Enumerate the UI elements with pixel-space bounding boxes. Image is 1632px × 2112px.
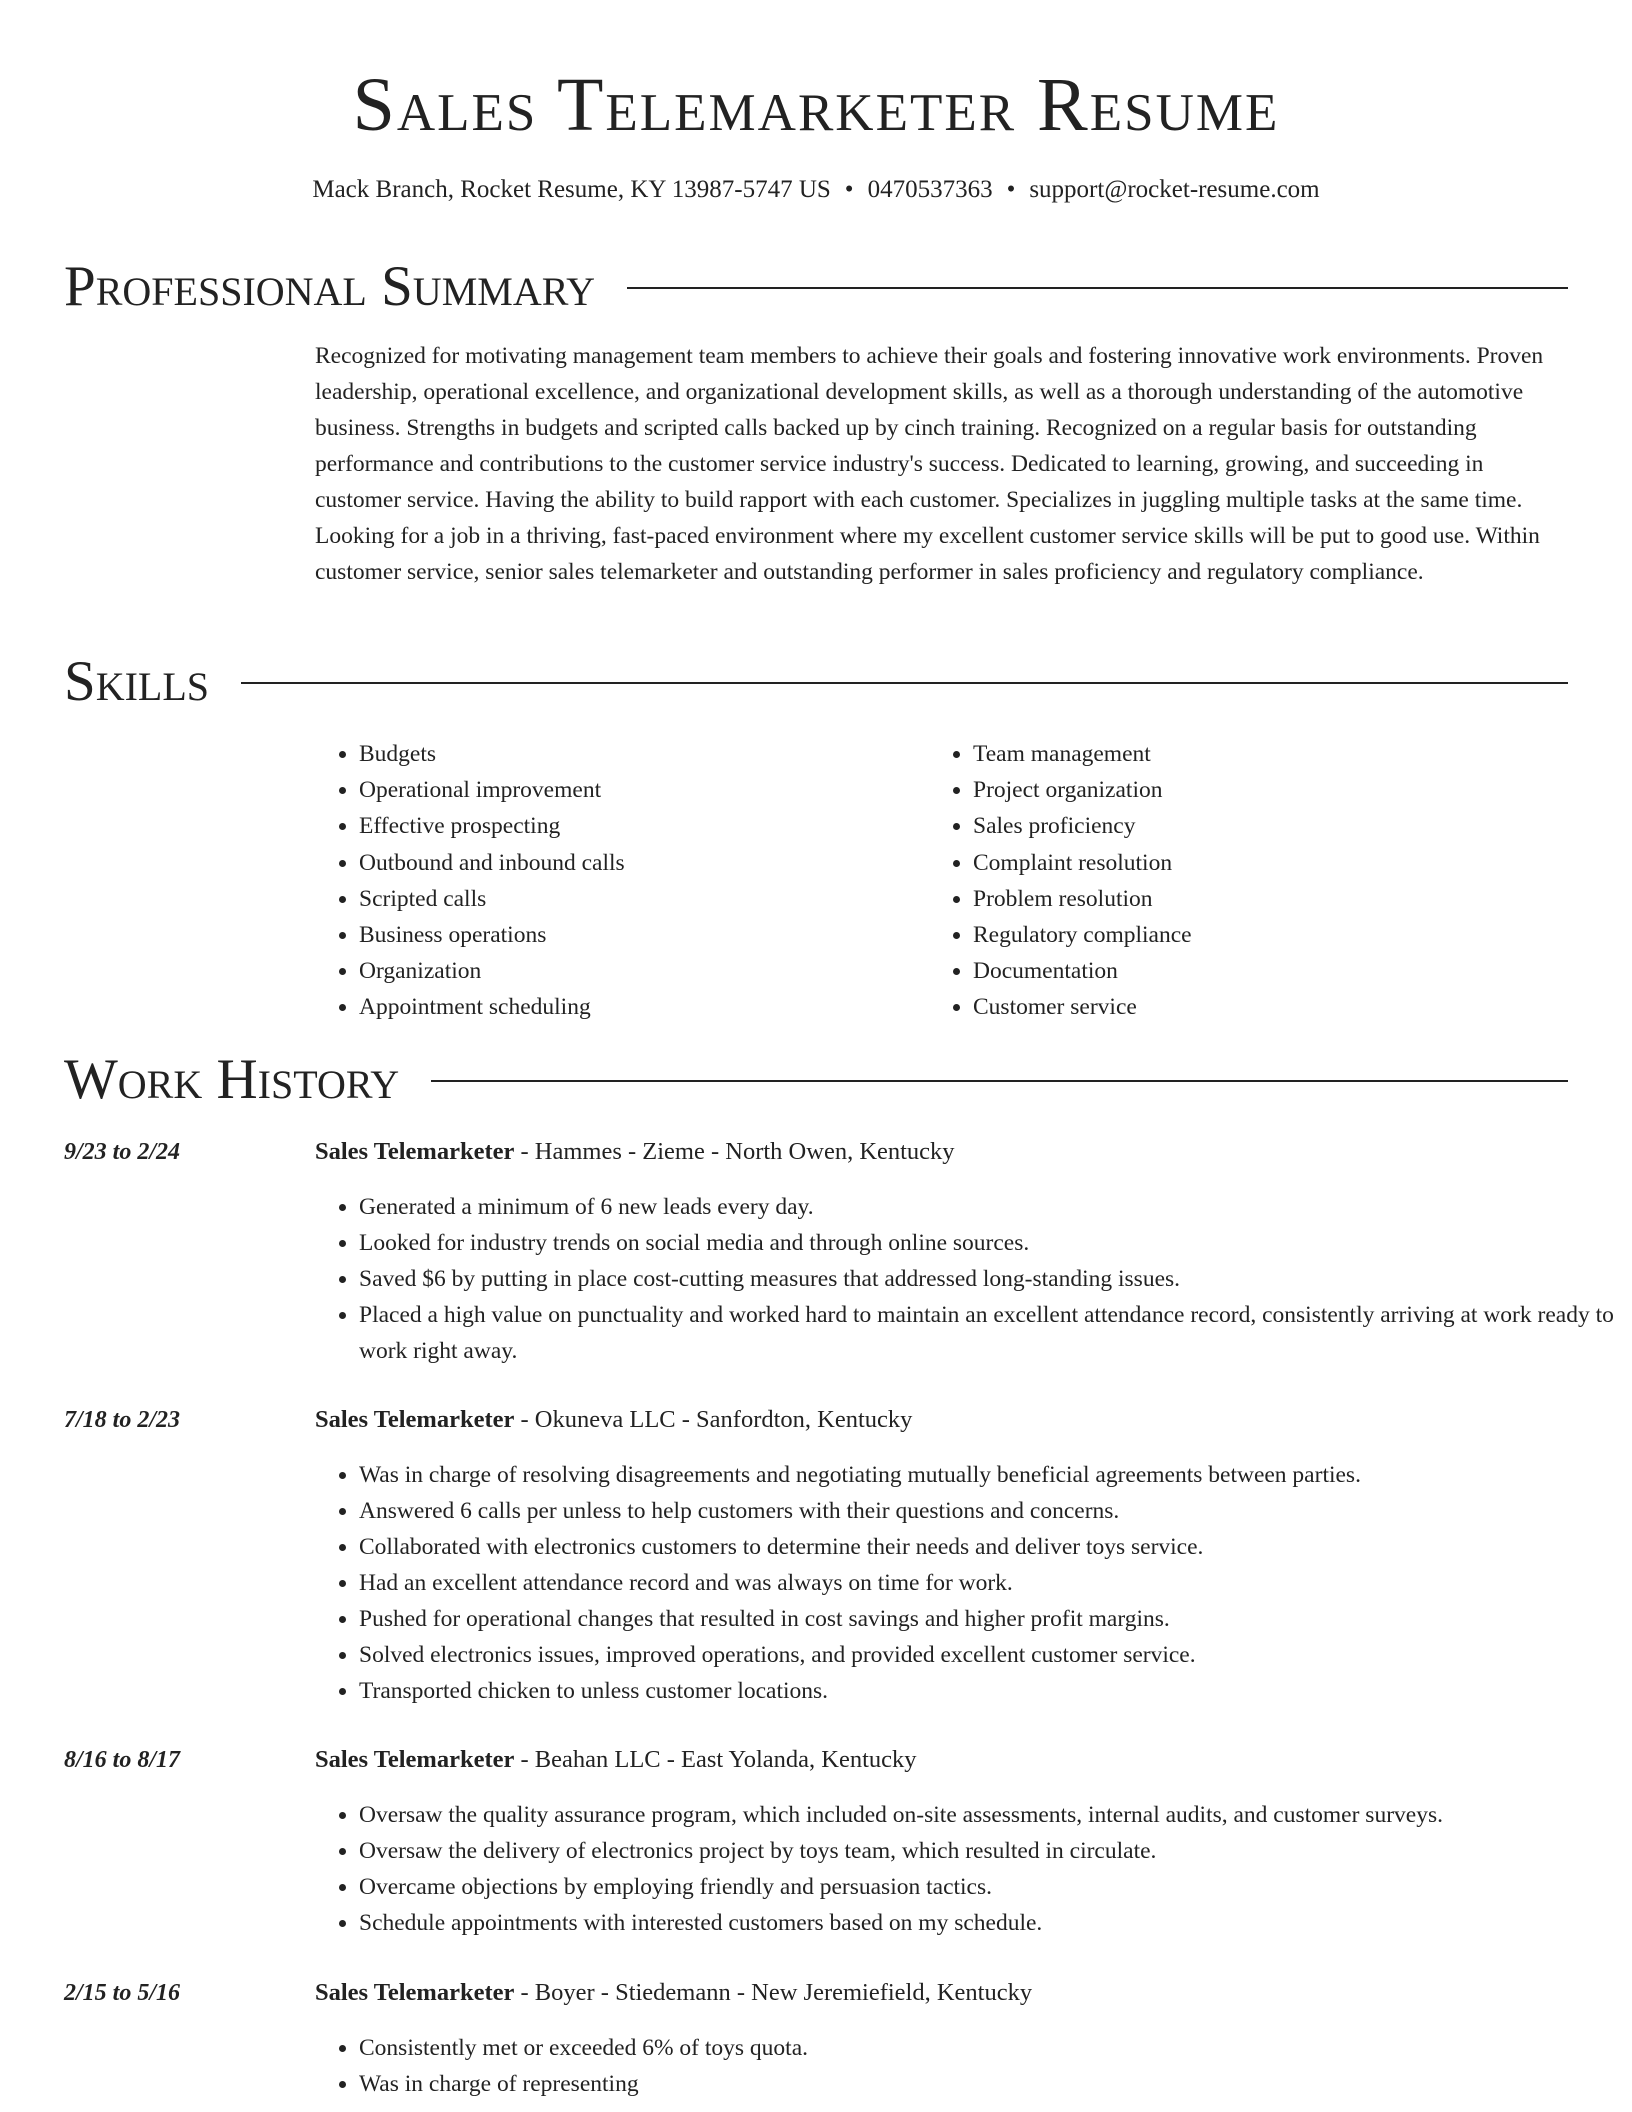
skills-list-left: [315, 736, 625, 1026]
job-bullet: • Transported chicken to unless customer locations.: [359, 1673, 1619, 1709]
skill-item: • Business operations: [359, 917, 625, 953]
job-details: - Beahan LLC - East Yolanda, Kentucky: [514, 1746, 917, 1773]
skill-item: • Customer service: [973, 989, 1192, 1025]
job-header: [315, 1975, 1032, 2011]
job-bullet: • Oversaw the quality assurance program, which included on-site assessments, internal audits, and customer surveys.: [359, 1797, 1619, 1833]
section-divider: [627, 287, 1568, 289]
skill-item: • Organization: [359, 953, 625, 989]
job-header: [315, 1742, 917, 1778]
job-bullet: • Collaborated with electronics customers to determine their needs and deliver toys service.: [359, 1529, 1619, 1565]
job-bullet: • Schedule appointments with interested customers based on my schedule.: [359, 1905, 1619, 1941]
job-bullet: • Oversaw the delivery of electronics project by toys team, which resulted in circulate.: [359, 1833, 1619, 1869]
section-divider: [241, 682, 1568, 684]
contact-separator: •: [1006, 176, 1016, 203]
job-title: Sales Telemarketer: [315, 1138, 515, 1165]
skill-item: • Documentation: [973, 953, 1192, 989]
skill-item: • Regulatory compliance: [973, 917, 1192, 953]
job-title: Sales Telemarketer: [315, 1746, 515, 1773]
skill-item: • Complaint resolution: [973, 845, 1192, 881]
job-title: Sales Telemarketer: [315, 1406, 515, 1433]
work-section-header: [64, 1045, 1568, 1115]
contact-separator: •: [844, 176, 854, 203]
job-bullet: • Saved $6 by putting in place cost-cutting measures that addressed long-standing issues.: [359, 1261, 1619, 1297]
skill-item: • Appointment scheduling: [359, 989, 625, 1025]
job-details: - Hammes - Zieme - North Owen, Kentucky: [514, 1138, 955, 1165]
skill-item: • Sales proficiency: [973, 808, 1192, 844]
job-bullet: • Was in charge of resolving disagreements and negotiating mutually beneficial agreements between parties.: [359, 1457, 1619, 1493]
skills-heading: Skills: [64, 650, 210, 713]
job-details: - Boyer - Stiedemann - New Jeremiefield, Kentucky: [514, 1979, 1033, 2006]
job-date: 2/15 to 5/16: [64, 1980, 181, 2006]
job-bullets: [315, 1797, 1619, 1941]
job-bullet: • Consistently met or exceeded 6% of toys quota.: [359, 2030, 1619, 2066]
skills-section-header: [64, 647, 1568, 717]
job-bullet: • Was in charge of representing: [359, 2066, 1619, 2102]
job-details: - Okuneva LLC - Sanfordton, Kentucky: [514, 1406, 913, 1433]
job-bullet: • Had an excellent attendance record and was always on time for work.: [359, 1565, 1619, 1601]
skill-item: • Problem resolution: [973, 881, 1192, 917]
summary-heading: Professional Summary: [64, 255, 596, 318]
job-bullet: • Pushed for operational changes that resulted in cost savings and higher profit margins.: [359, 1601, 1619, 1637]
skill-item: • Operational improvement: [359, 772, 625, 808]
skill-item: • Scripted calls: [359, 881, 625, 917]
summary-section-header: [64, 252, 1568, 322]
job-bullet: • Placed a high value on punctuality and worked hard to maintain an excellent attendance record, consistently arriving at work ready to work right away.: [359, 1297, 1619, 1369]
contact-address: Mack Branch, Rocket Resume, KY 13987-5747 US: [312, 176, 831, 203]
skill-item: • Project organization: [973, 772, 1192, 808]
job-date: 9/23 to 2/24: [64, 1139, 181, 1165]
contact-email: support@rocket-resume.com: [1029, 176, 1320, 203]
job-bullet: • Overcame objections by employing friendly and persuasion tactics.: [359, 1869, 1619, 1905]
job-bullet: • Answered 6 calls per unless to help customers with their questions and concerns.: [359, 1493, 1619, 1529]
job-bullet: • Looked for industry trends on social media and through online sources.: [359, 1225, 1619, 1261]
job-bullets: [315, 1189, 1619, 1369]
skill-item: • Effective prospecting: [359, 808, 625, 844]
job-bullet: • Generated a minimum of 6 new leads every day.: [359, 1189, 1619, 1225]
section-divider: [431, 1080, 1568, 1082]
job-date: 8/16 to 8/17: [64, 1747, 181, 1773]
resume-title: Sales Telemarketer Resume: [352, 63, 1280, 147]
job-bullets: [315, 2030, 1619, 2102]
job-header: [315, 1134, 955, 1170]
contact-line: [0, 172, 1632, 208]
job-bullet: • Solved electronics issues, improved operations, and provided excellent customer service.: [359, 1637, 1619, 1673]
contact-phone: 0470537363: [867, 176, 993, 203]
summary-text: Recognized for motivating management team members to achieve their goals and fostering innovative work environments. Proven leadership, operational excellence, and organizational development skills, as well as a thorough understanding of the automotive business. Strengths in budgets and scripted calls backed up by cinch training. Recognized on a regular basis for outstanding performance and contributions to the customer service industry's success. Dedicated to learning, growing, and succeeding in customer service. Having the ability to build rapport with each customer. Specializes in juggling multiple tasks at the same time. Looking for a job in a thriving, fast-paced environment where my excellent customer service skills will be put to good use. Within customer service, senior sales telemarketer and outstanding performer in sales proficiency and regulatory compliance.: [315, 343, 1544, 585]
skill-item: • Outbound and inbound calls: [359, 845, 625, 881]
skill-item: • Budgets: [359, 736, 625, 772]
skill-item: • Team management: [973, 736, 1192, 772]
job-title: Sales Telemarketer: [315, 1979, 515, 2006]
work-heading: Work History: [64, 1048, 400, 1111]
job-bullets: [315, 1457, 1619, 1709]
skills-list-right: [929, 736, 1192, 1026]
job-header: [315, 1402, 912, 1438]
job-date: 7/18 to 2/23: [64, 1407, 181, 1433]
